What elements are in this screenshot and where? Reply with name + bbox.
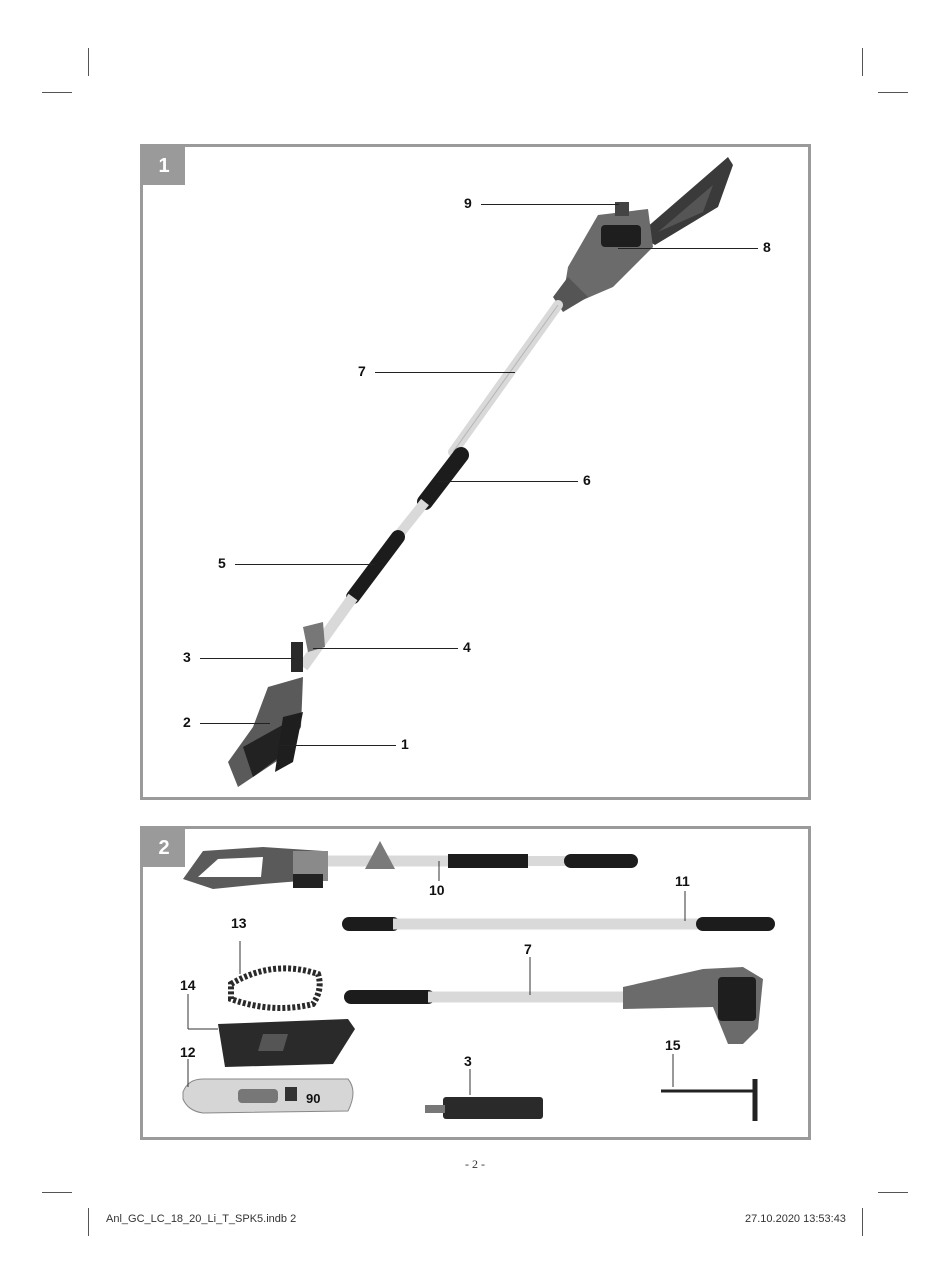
panel-number: 1 <box>143 147 185 185</box>
page-number: - 2 - <box>465 1157 485 1171</box>
figure-panel-1 <box>140 144 811 800</box>
crop-mark <box>878 1192 908 1193</box>
callout-5: 5 <box>218 555 226 571</box>
callout-7: 7 <box>358 363 366 379</box>
crop-mark <box>862 48 863 76</box>
leader-line <box>200 658 295 659</box>
callout-12: 12 <box>180 1044 196 1060</box>
crop-mark <box>878 92 908 93</box>
callout-7: 7 <box>524 941 532 957</box>
crop-mark <box>862 1208 863 1236</box>
footer-filename: Anl_GC_LC_18_20_Li_T_SPK5.indb 2 <box>106 1213 297 1225</box>
leader-line <box>235 564 375 565</box>
figure-panel-2 <box>140 826 811 1140</box>
footer-datetime: 27.10.2020 13:53:43 <box>745 1213 846 1225</box>
leader-line <box>618 248 758 249</box>
callout-13: 13 <box>231 915 247 931</box>
callout-4: 4 <box>463 639 471 655</box>
panel-number: 2 <box>143 829 185 867</box>
leader-line <box>375 372 515 373</box>
bar-length-marking: 90 <box>306 1091 321 1106</box>
callout-3: 3 <box>464 1053 472 1069</box>
callout-15: 15 <box>665 1037 681 1053</box>
callout-9: 9 <box>464 195 472 211</box>
pole-saw-parts-illustration <box>143 829 808 1137</box>
leader-line <box>200 723 270 724</box>
leader-line <box>261 745 396 746</box>
leader-line <box>438 481 578 482</box>
crop-mark <box>42 92 72 93</box>
callout-6: 6 <box>583 472 591 488</box>
callout-11: 11 <box>675 873 690 889</box>
callout-1: 1 <box>401 736 409 752</box>
crop-mark <box>88 1208 89 1236</box>
crop-mark <box>88 48 89 76</box>
leader-line <box>313 648 458 649</box>
callout-3: 3 <box>183 649 191 665</box>
callout-8: 8 <box>763 239 771 255</box>
callout-14: 14 <box>180 977 196 993</box>
crop-mark <box>42 1192 72 1193</box>
callout-10: 10 <box>429 882 445 898</box>
pole-saw-assembled-illustration <box>143 147 808 797</box>
callout-2: 2 <box>183 714 191 730</box>
leader-line <box>481 204 619 205</box>
